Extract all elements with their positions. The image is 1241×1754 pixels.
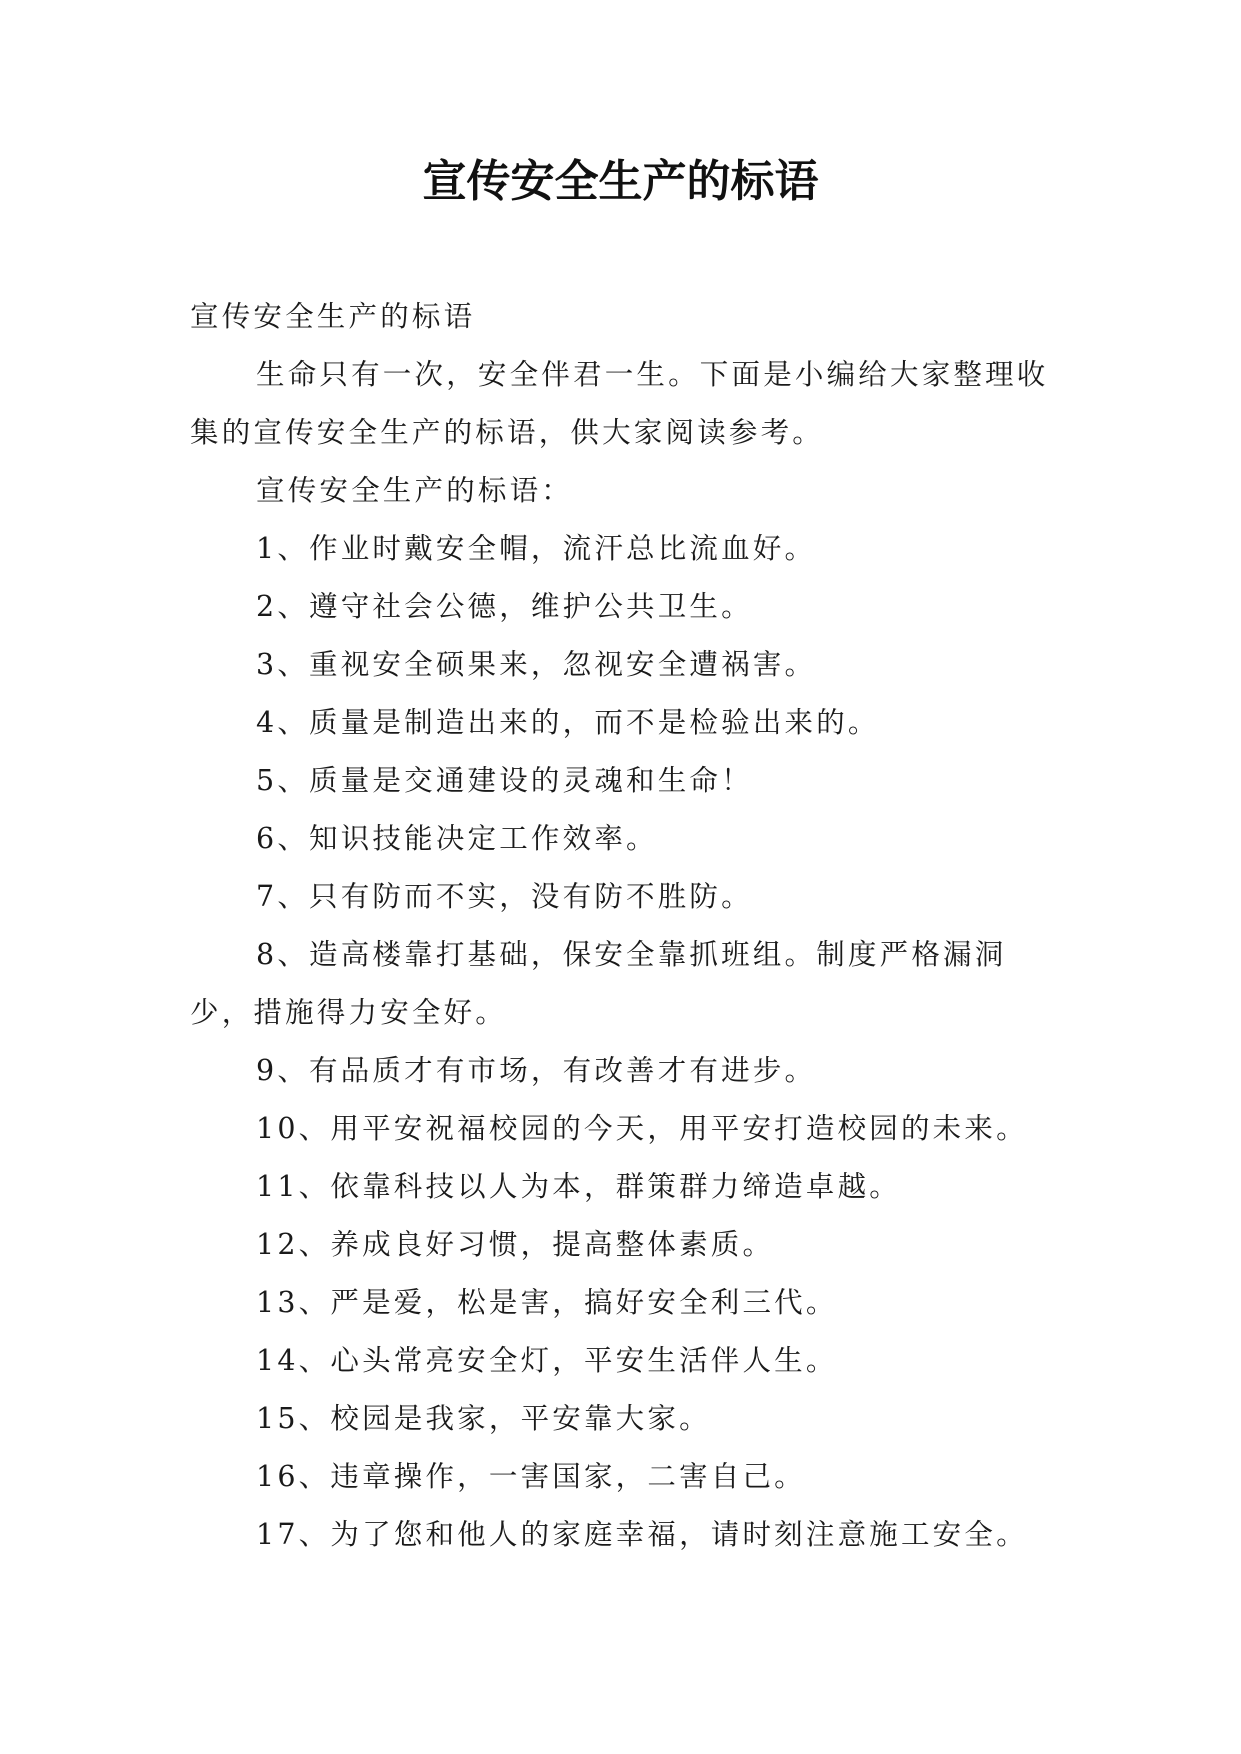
slogan-item: 1、作业时戴安全帽，流汗总比流血好。	[256, 532, 817, 565]
slogan-item: 12、养成良好习惯，提高整体素质。	[256, 1228, 775, 1261]
document-body	[190, 288, 1060, 1564]
slogan-item: 5、质量是交通建设的灵魂和生命！	[256, 764, 753, 797]
slogan-item: 6、知识技能决定工作效率。	[256, 822, 658, 855]
slogan-item: 11、依靠科技以人为本，群策群力缔造卓越。	[256, 1170, 901, 1203]
slogan-item: 16、违章操作，一害国家，二害自己。	[256, 1460, 806, 1493]
slogan-item: 15、校园是我家，平安靠大家。	[256, 1402, 711, 1435]
list-heading: 宣传安全生产的标语：	[256, 474, 574, 507]
section-subtitle: 宣传安全生产的标语	[190, 300, 476, 333]
slogan-item: 3、重视安全硕果来，忽视安全遭祸害。	[256, 648, 817, 681]
slogan-item: 10、用平安祝福校园的今天，用平安打造校园的未来。	[256, 1112, 1028, 1145]
slogan-item: 2、遵守社会公德，维护公共卫生。	[256, 590, 753, 623]
slogan-item: 4、质量是制造出来的，而不是检验出来的。	[256, 706, 880, 739]
slogan-item: 17、为了您和他人的家庭幸福，请时刻注意施工安全。	[256, 1518, 1028, 1551]
document-title: 宣传安全生产的标语	[422, 156, 819, 207]
intro-paragraph: 生命只有一次，安全伴君一生。下面是小编给大家整理收集的宣传安全生产的标语，供大家阅读参考。	[190, 358, 1049, 449]
slogan-item: 8、造高楼靠打基础，保安全靠抓班组。制度严格漏洞少，措施得力安全好。	[190, 938, 1007, 1029]
slogan-item: 14、心头常亮安全灯，平安生活伴人生。	[256, 1344, 838, 1377]
slogan-item: 7、只有防而不实，没有防不胜防。	[256, 880, 753, 913]
slogan-item: 13、严是爱，松是害，搞好安全利三代。	[256, 1286, 838, 1319]
slogan-item: 9、有品质才有市场，有改善才有进步。	[256, 1054, 817, 1087]
